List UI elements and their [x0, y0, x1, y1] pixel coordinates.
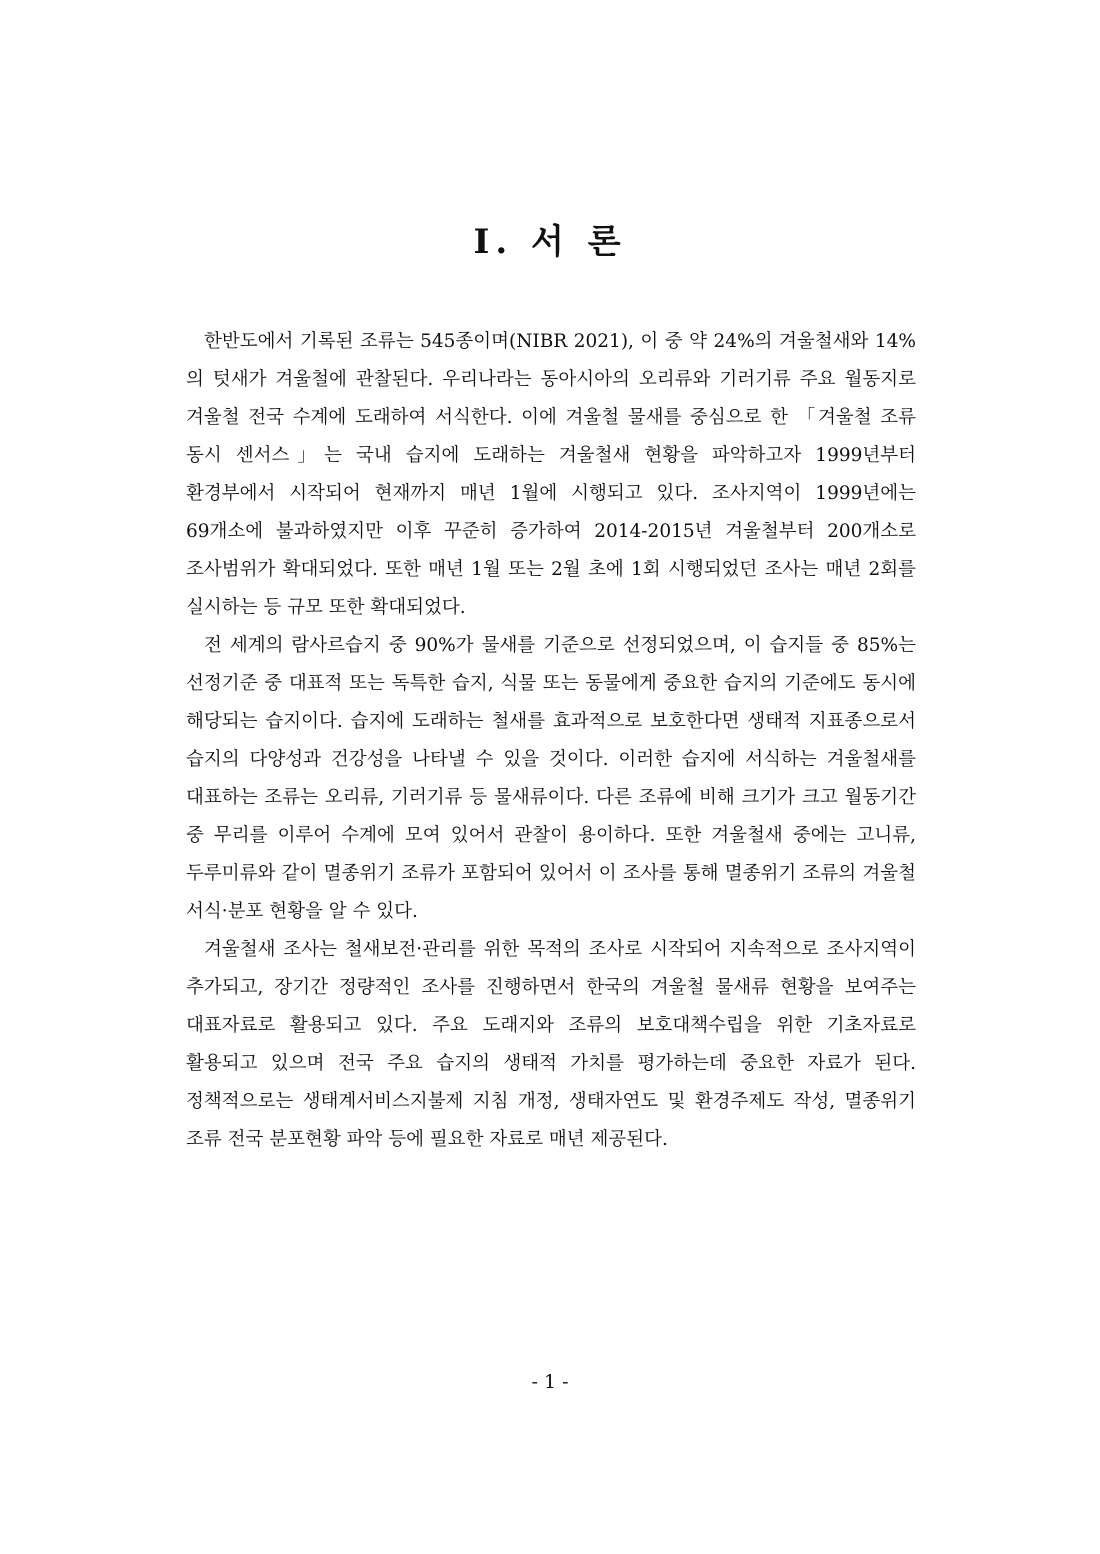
section-title: Ⅰ. 서 론 — [473, 222, 627, 262]
paragraph-1: 한반도에서 기록된 조류는 545종이며(NIBR 2021), 이 중 약 24%의 겨울철새와 14%의 텃새가 겨울철에 관찰된다. 우리나라는 동아시아의 오리류와 기러기류 주요 월동지로 겨울철 전국 수계에 도래하여 서식한다. 이에 겨울철 물새를 중심으로 한 「겨울철 조류 동시 센서스」는 국내 습지에 도래하는 겨울철새 현황을 파악하고자 1999년부터 환경부에서 시작되어 현재까지 매년 1월에 시행되고 있다. 조사지역이 1999년에는 69개소에 불과하였지만 이후 꾸준히 증가하여 2014-2015년 겨울철부터 200개소로 조사범위가 확대되었다. 또한 매년 1월 또는 2월 초에 1회 시행되었던 조사는 매년 2회를 실시하는 등 규모 또한 확대되었다. — [186, 331, 916, 618]
body-text — [186, 323, 916, 1159]
page-number: - 1 - — [531, 1371, 569, 1393]
paragraph-3: 겨울철새 조사는 철새보전·관리를 위한 목적의 조사로 시작되어 지속적으로 조사지역이 추가되고, 장기간 정량적인 조사를 진행하면서 한국의 겨울철 물새류 현황을 보여주는 대표자료로 활용되고 있다. 주요 도래지와 조류의 보호대책수립을 위한 기초자료로 활용되고 있으며 전국 주요 습지의 생태적 가치를 평가하는데 중요한 자료가 된다. 정책적으로는 생태계서비스지불제 지침 개정, 생태자연도 및 환경주제도 작성, 멸종위기 조류 전국 분포현황 파악 등에 필요한 자료로 매년 제공된다. — [186, 939, 916, 1150]
paragraph-2: 전 세계의 람사르습지 중 90%가 물새를 기준으로 선정되었으며, 이 습지들 중 85%는 선정기준 중 대표적 또는 독특한 습지, 식물 또는 동물에게 중요한 습지의 기준에도 동시에 해당되는 습지이다. 습지에 도래하는 철새를 효과적으로 보호한다면 생태적 지표종으로서 습지의 다양성과 건강성을 나타낼 수 있을 것이다. 이러한 습지에 서식하는 겨울철새를 대표하는 조류는 오리류, 기러기류 등 물새류이다. 다른 조류에 비해 크기가 크고 월동기간 중 무리를 이루어 수계에 모여 있어서 관찰이 용이하다. 또한 겨울철새 중에는 고니류, 두루미류와 같이 멸종위기 조류가 포함되어 있어서 이 조사를 통해 멸종위기 조류의 겨울철 서식·분포 현황을 알 수 있다. — [186, 635, 916, 922]
